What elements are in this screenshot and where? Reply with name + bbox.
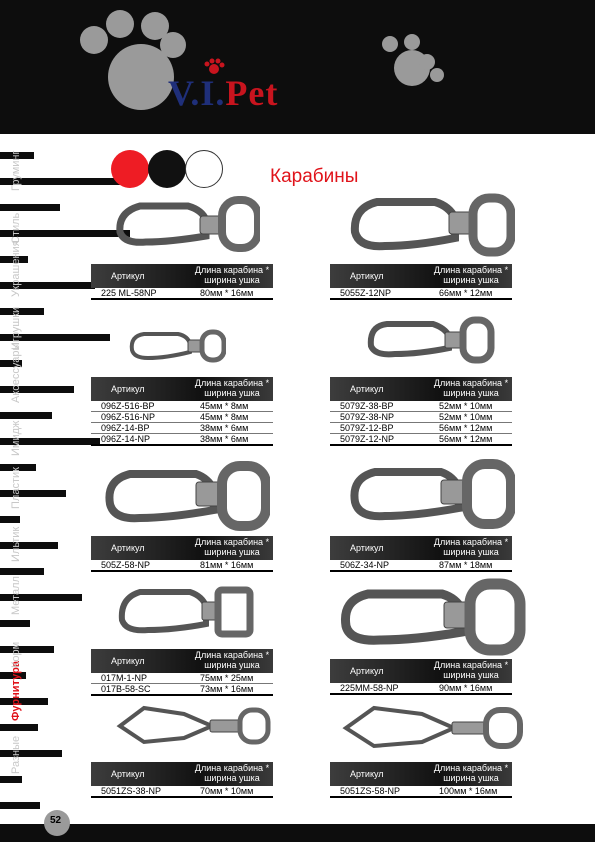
table-header — [330, 377, 512, 401]
table-row — [91, 560, 273, 572]
header-size — [187, 265, 277, 285]
header-size — [426, 265, 516, 285]
header-size — [187, 537, 277, 557]
header-article: Артикул — [350, 543, 384, 553]
size-cell: 87мм * 18мм — [439, 560, 493, 570]
header-size — [187, 763, 277, 783]
product-table — [91, 264, 273, 300]
product-table — [91, 536, 273, 572]
header-size-line2: ширина ушка — [443, 275, 499, 285]
header-article: Артикул — [111, 656, 145, 666]
size-cell: 80мм * 16мм — [200, 288, 254, 298]
size-cell: 81мм * 16мм — [200, 560, 254, 570]
article-cell: 5051ZS-38-NP — [101, 786, 162, 796]
table-header — [91, 649, 273, 673]
article-cell: 505Z-58-NP — [101, 560, 151, 570]
header-size-line2: ширина ушка — [204, 275, 260, 285]
header-size — [187, 378, 277, 398]
article-cell: 017M-1-NP — [101, 673, 148, 683]
sidebar-category-10[interactable]: Фурнитура — [10, 661, 22, 721]
size-cell: 66мм * 12мм — [439, 288, 493, 298]
table-row — [91, 412, 273, 423]
article-cell: 5079Z-38-BP — [340, 401, 394, 411]
sidebar-stripe — [0, 646, 54, 653]
table-row — [330, 401, 512, 412]
size-cell: 38мм * 6мм — [200, 434, 249, 444]
article-cell: 506Z-34-NP — [340, 560, 390, 570]
header-size — [187, 650, 277, 670]
table-header — [330, 264, 512, 288]
sidebar-stripe — [0, 724, 38, 731]
size-cell: 45мм * 8мм — [200, 412, 249, 422]
sidebar-stripe — [0, 204, 60, 211]
article-cell: 096Z-516-NP — [101, 412, 156, 422]
article-cell: 5051ZS-58-NP — [340, 786, 401, 796]
table-header — [330, 659, 512, 683]
table-header — [330, 762, 512, 786]
header-size-line1: Длина карабина * — [194, 763, 270, 773]
product-table — [91, 377, 273, 446]
sidebar-stripe — [0, 542, 58, 549]
product-table — [330, 659, 512, 695]
sidebar-category-0[interactable]: Груминг — [10, 150, 22, 191]
table-row — [91, 786, 273, 798]
snap-hook-image — [365, 316, 495, 364]
header-size — [426, 763, 516, 783]
snap-hook-image — [100, 460, 270, 532]
sidebar-stripe — [0, 568, 44, 575]
header-size-line2: ширина ушка — [443, 547, 499, 557]
size-cell: 45мм * 8мм — [200, 401, 249, 411]
header-size-line1: Длина карабина * — [433, 265, 509, 275]
table-header — [91, 762, 273, 786]
sidebar-category-8[interactable]: Металл — [10, 576, 22, 615]
sidebar-stripe — [0, 412, 52, 419]
header-article: Артикул — [350, 384, 384, 394]
header-size-line2: ширина ушка — [443, 773, 499, 783]
table-header — [330, 536, 512, 560]
snap-hook-image — [345, 190, 515, 262]
category-sidebar — [0, 134, 40, 824]
header-size-line2: ширина ушка — [204, 773, 260, 783]
header-size — [426, 537, 516, 557]
sidebar-stripe — [0, 698, 48, 705]
product-table — [330, 264, 512, 300]
size-cell: 75мм * 25мм — [200, 673, 254, 683]
trigger-hook-image — [114, 700, 274, 750]
header-size-line2: ширина ушка — [204, 547, 260, 557]
header-article: Артикул — [111, 384, 145, 394]
table-row — [91, 684, 273, 696]
size-cell: 70мм * 10мм — [200, 786, 254, 796]
header-size — [426, 378, 516, 398]
table-row — [91, 673, 273, 684]
header-article: Артикул — [350, 271, 384, 281]
snap-hook-image — [336, 578, 526, 656]
sidebar-category-2[interactable]: Украшения — [10, 240, 22, 297]
logo-pet: Pet — [225, 73, 279, 113]
header-size-line1: Длина карабина * — [433, 537, 509, 547]
header-banner — [0, 0, 595, 134]
article-cell: 225MM-58-NP — [340, 683, 399, 693]
table-row — [91, 401, 273, 412]
article-cell: 5055Z-12NP — [340, 288, 392, 298]
paw-toe-icon — [80, 26, 108, 54]
header-size — [426, 660, 516, 680]
paw-toe-icon — [382, 36, 398, 52]
trigger-hook-image — [340, 700, 524, 754]
table-row — [91, 288, 273, 300]
footer-bar — [0, 824, 595, 842]
sidebar-stripe — [0, 516, 20, 523]
product-table — [330, 377, 512, 446]
article-cell: 5079Z-12-NP — [340, 434, 395, 444]
size-cell: 100мм * 16мм — [439, 786, 498, 796]
snap-hook-image — [114, 580, 254, 642]
article-cell: 096Z-14-NP — [101, 434, 151, 444]
color-swatch-white — [185, 150, 223, 188]
table-header — [91, 377, 273, 401]
page-number: 52 — [50, 815, 62, 826]
header-size-line2: ширина ушка — [443, 388, 499, 398]
header-size-line2: ширина ушка — [204, 660, 260, 670]
product-table — [91, 649, 273, 696]
size-cell: 90мм * 16мм — [439, 683, 493, 693]
color-swatch-red — [111, 150, 149, 188]
sidebar-category-11[interactable]: Разные — [10, 735, 22, 774]
size-cell: 38мм * 6мм — [200, 423, 249, 433]
table-row — [330, 786, 512, 798]
sidebar-stripe — [0, 776, 22, 783]
page-title: Карабины — [270, 166, 359, 187]
product-table — [91, 762, 273, 798]
table-row — [330, 434, 512, 446]
paw-toe-icon — [160, 32, 186, 58]
header-article: Артикул — [350, 769, 384, 779]
header-size-line1: Длина карабина * — [194, 378, 270, 388]
header-article: Артикул — [350, 666, 384, 676]
table-row — [330, 683, 512, 695]
header-article: Артикул — [111, 543, 145, 553]
header-size-line1: Длина карабина * — [194, 265, 270, 275]
size-cell: 52мм * 10мм — [439, 401, 493, 411]
table-row — [330, 412, 512, 423]
table-header — [91, 536, 273, 560]
sidebar-stripe — [0, 620, 30, 627]
sidebar-category-5[interactable]: Имидж — [10, 420, 22, 456]
size-cell: 56мм * 12мм — [439, 434, 493, 444]
sidebar-stripe — [0, 308, 44, 315]
snap-hook-image — [345, 458, 515, 530]
article-cell: 096Z-516-BP — [101, 401, 155, 411]
paw-toe-icon — [404, 34, 420, 50]
header-size-line2: ширина ушка — [204, 388, 260, 398]
article-cell: 225 ML-58NP — [101, 288, 157, 298]
brand-logo — [168, 72, 278, 114]
table-header — [91, 264, 273, 288]
color-swatch-black — [148, 150, 186, 188]
sidebar-category-9[interactable]: Корм — [10, 641, 22, 668]
article-cell: 017B-58-SC — [101, 684, 151, 694]
paw-toe-icon — [106, 10, 134, 38]
sidebar-category-7[interactable]: Ильтик — [10, 526, 22, 562]
header-size-line1: Длина карабина * — [194, 650, 270, 660]
table-row — [330, 423, 512, 434]
product-table — [330, 536, 512, 572]
article-cell: 096Z-14-BP — [101, 423, 150, 433]
header-article: Артикул — [111, 271, 145, 281]
table-row — [91, 434, 273, 446]
product-table — [330, 762, 512, 798]
sidebar-stripe — [0, 802, 40, 809]
sidebar-category-6[interactable]: Пластик — [10, 467, 22, 509]
header-size-line1: Длина карабина * — [433, 378, 509, 388]
sidebar-category-3[interactable]: Игрушки — [10, 306, 22, 350]
sidebar-category-1[interactable]: Стиль — [10, 212, 22, 244]
logo-vi: V.I. — [168, 73, 226, 113]
article-cell: 5079Z-12-BP — [340, 423, 394, 433]
table-row — [330, 288, 512, 300]
header-size-line2: ширина ушка — [443, 670, 499, 680]
sidebar-category-4[interactable]: Аксессуары — [10, 342, 22, 403]
header-size-line1: Длина карабина * — [433, 763, 509, 773]
paw-toe-icon — [419, 54, 435, 70]
table-row — [330, 560, 512, 572]
snap-hook-image — [110, 192, 260, 258]
snap-hook-image — [126, 328, 226, 364]
article-cell: 5079Z-38-NP — [340, 412, 395, 422]
table-row — [91, 423, 273, 434]
header-size-line1: Длина карабина * — [194, 537, 270, 547]
size-cell: 73мм * 16мм — [200, 684, 254, 694]
header-size-line1: Длина карабина * — [433, 660, 509, 670]
size-cell: 52мм * 10мм — [439, 412, 493, 422]
paw-toe-icon — [430, 68, 444, 82]
header-article: Артикул — [111, 769, 145, 779]
size-cell: 56мм * 12мм — [439, 423, 493, 433]
